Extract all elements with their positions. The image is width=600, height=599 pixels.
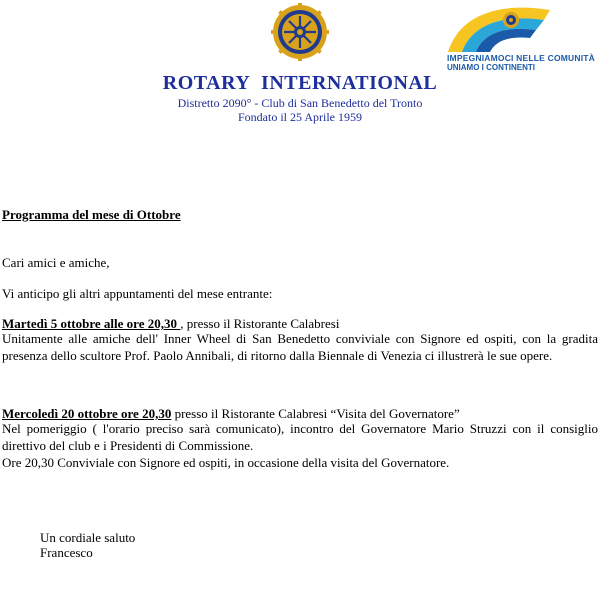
intro-line: Vi anticipo gli altri appuntamenti del mese entrante:	[2, 286, 273, 301]
event2-body: Nel pomeriggio ( l'orario preciso sarà comunicato), incontro del Governatore Mario Struzzi con il consiglio direttivo del club e i Presidenti di Commissione.	[2, 421, 598, 453]
theme-logo-line1: IMPEGNIAMOCI NELLE COMUNITÀ	[447, 53, 596, 63]
event1-venue: , presso il Ristorante Calabresi	[180, 316, 340, 331]
event2-title	[2, 406, 460, 422]
theme-logo-line2: UNIAMO I CONTINENTI	[447, 63, 535, 72]
greeting: Cari amici e amiche,	[2, 255, 110, 270]
signature: Francesco	[40, 545, 93, 560]
org-title: ROTARY INTERNATIONAL	[162, 72, 438, 94]
closing: Un cordiale saluto	[40, 530, 136, 545]
event1-date: Martedì 5 ottobre alle ore 20,30	[2, 316, 181, 331]
event1-title	[2, 316, 339, 332]
rotary-wheel-icon	[270, 2, 330, 62]
founded-line: Fondato il 25 Aprile 1959	[238, 110, 362, 124]
event2-note: Ore 20,30 Conviviale con Signore ed ospiti, in occasione della visita del Governatore.	[2, 455, 450, 470]
event1-body: Unitamente alle amiche dell' Inner Wheel di San Benedetto conviviale con Signore ed ospiti, con la gradita presenza dello scultore Prof. Paolo Annibali, di ritorno dalla Biennale di Venezia ci illustrerà le sue opere.	[2, 331, 598, 363]
program-heading: Programma del mese di Ottobre	[2, 207, 181, 222]
event2-venue: presso il Ristorante Calabresi “Visita del Governatore”	[171, 406, 460, 421]
district-line: Distretto 2090° - Club di San Benedetto del Tronto	[177, 96, 423, 110]
event2-date: Mercoledì 20 ottobre ore 20,30	[2, 406, 172, 421]
